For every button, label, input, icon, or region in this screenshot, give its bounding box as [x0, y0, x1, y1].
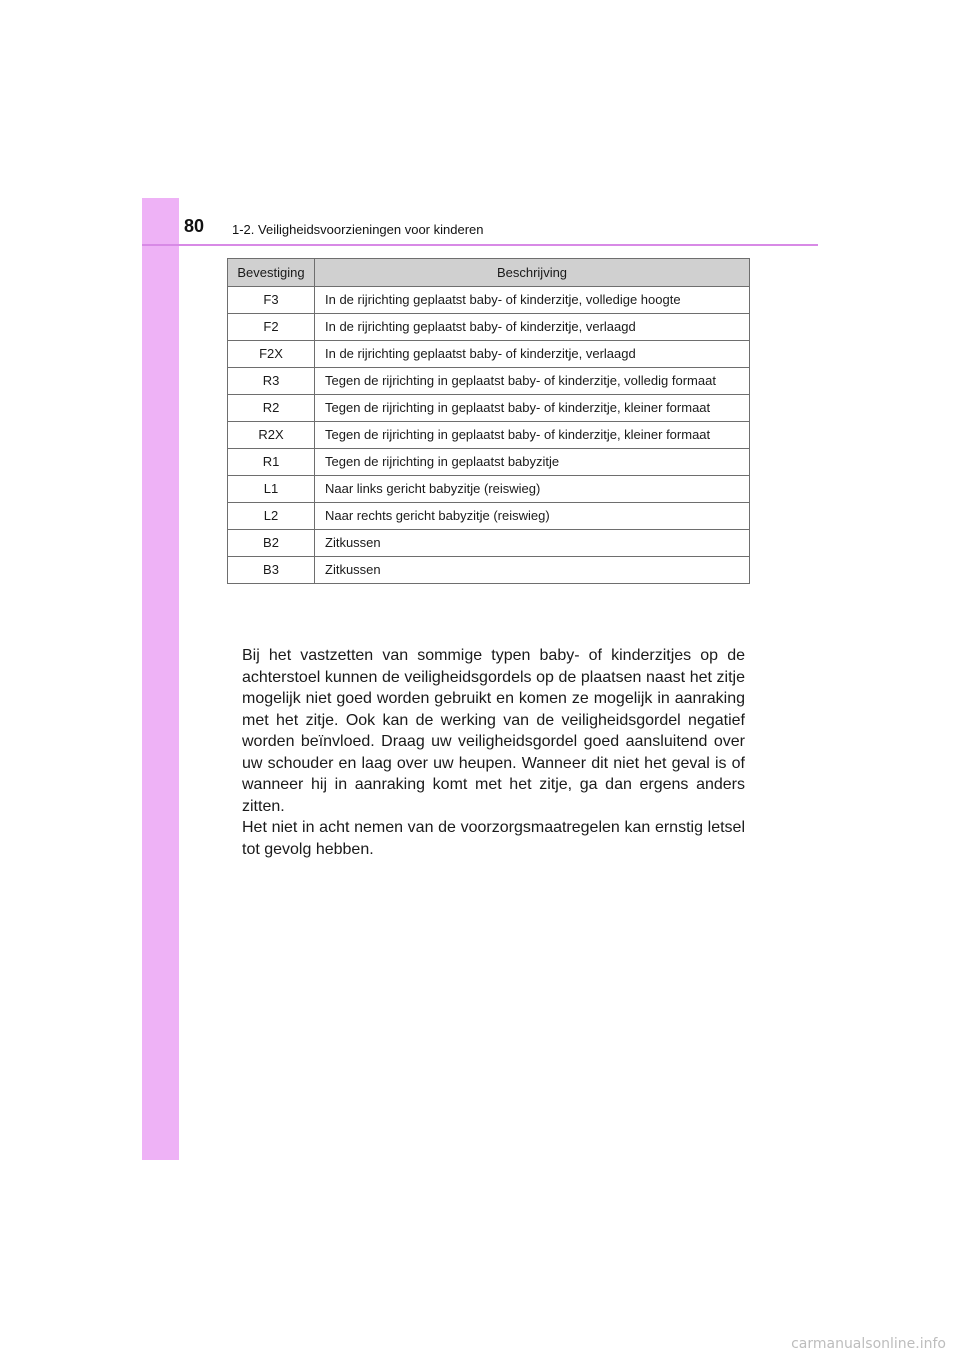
- warning-body-text: [242, 645, 745, 860]
- fixture-code: F3: [228, 287, 315, 314]
- table-row: [228, 314, 750, 341]
- column-header-bevestiging: Bevestiging: [228, 259, 315, 287]
- seat-fixture-table: [227, 258, 750, 584]
- body-paragraph: Het niet in acht nemen van de voorzorgsmaatregelen kan ernstig letsel tot gevolg hebben.: [242, 819, 745, 858]
- table-row: [228, 530, 750, 557]
- table-row: [228, 422, 750, 449]
- fixture-code: F2X: [228, 341, 315, 368]
- table-row: [228, 503, 750, 530]
- fixture-description: Zitkussen: [315, 530, 750, 557]
- fixture-description: Tegen de rijrichting in geplaatst babyzitje: [315, 449, 750, 476]
- fixture-code: R1: [228, 449, 315, 476]
- fixture-description: Tegen de rijrichting in geplaatst baby- of kinderzitje, kleiner formaat: [315, 422, 750, 449]
- fixture-code: F2: [228, 314, 315, 341]
- fixture-description: Naar links gericht babyzitje (reiswieg): [315, 476, 750, 503]
- fixture-code: L1: [228, 476, 315, 503]
- fixture-description: In de rijrichting geplaatst baby- of kinderzitje, verlaagd: [315, 341, 750, 368]
- fixture-code: L2: [228, 503, 315, 530]
- fixture-code: R3: [228, 368, 315, 395]
- fixture-description: Zitkussen: [315, 557, 750, 584]
- fixture-code: B3: [228, 557, 315, 584]
- page-number: 80: [184, 216, 205, 236]
- table-row: [228, 476, 750, 503]
- fixture-code: R2X: [228, 422, 315, 449]
- section-title: 1-2. Veiligheidsvoorzieningen voor kinderen: [232, 222, 484, 237]
- chapter-side-tab: [142, 198, 179, 1160]
- fixture-description: Tegen de rijrichting in geplaatst baby- of kinderzitje, volledig formaat: [315, 368, 750, 395]
- column-header-beschrijving: Beschrijving: [315, 259, 750, 287]
- table-row: [228, 368, 750, 395]
- fixture-description: In de rijrichting geplaatst baby- of kinderzitje, volledige hoogte: [315, 287, 750, 314]
- table-row: [228, 449, 750, 476]
- fixture-description: Naar rechts gericht babyzitje (reiswieg): [315, 503, 750, 530]
- fixture-description: Tegen de rijrichting in geplaatst baby- of kinderzitje, kleiner formaat: [315, 395, 750, 422]
- site-watermark: carmanualsonline.info: [791, 1336, 946, 1352]
- table-row: [228, 395, 750, 422]
- table-row: [228, 341, 750, 368]
- fixture-description: In de rijrichting geplaatst baby- of kinderzitje, verlaagd: [315, 314, 750, 341]
- fixture-code: B2: [228, 530, 315, 557]
- header-divider: [142, 244, 818, 246]
- body-paragraph: Bij het vastzetten van sommige typen baby- of kinderzitjes op de achterstoel kunnen de veiligheidsgordels op de plaatsen naast het zitje mogelijk niet goed worden gebruikt en komen ze mogelijk in aanraking met het zitje. Ook kan de werking van de veiligheidsgordel negatief worden beïnvloed. Draag uw veiligheidsgordel goed aansluitend over uw schouder en laag over uw heupen. Wanneer dit niet het geval is of wanneer hij in aanraking komt met het zitje, ga dan ergens anders zitten.: [242, 647, 745, 815]
- table-header-row: [228, 259, 750, 287]
- fixture-code: R2: [228, 395, 315, 422]
- table-row: [228, 557, 750, 584]
- table-row: [228, 287, 750, 314]
